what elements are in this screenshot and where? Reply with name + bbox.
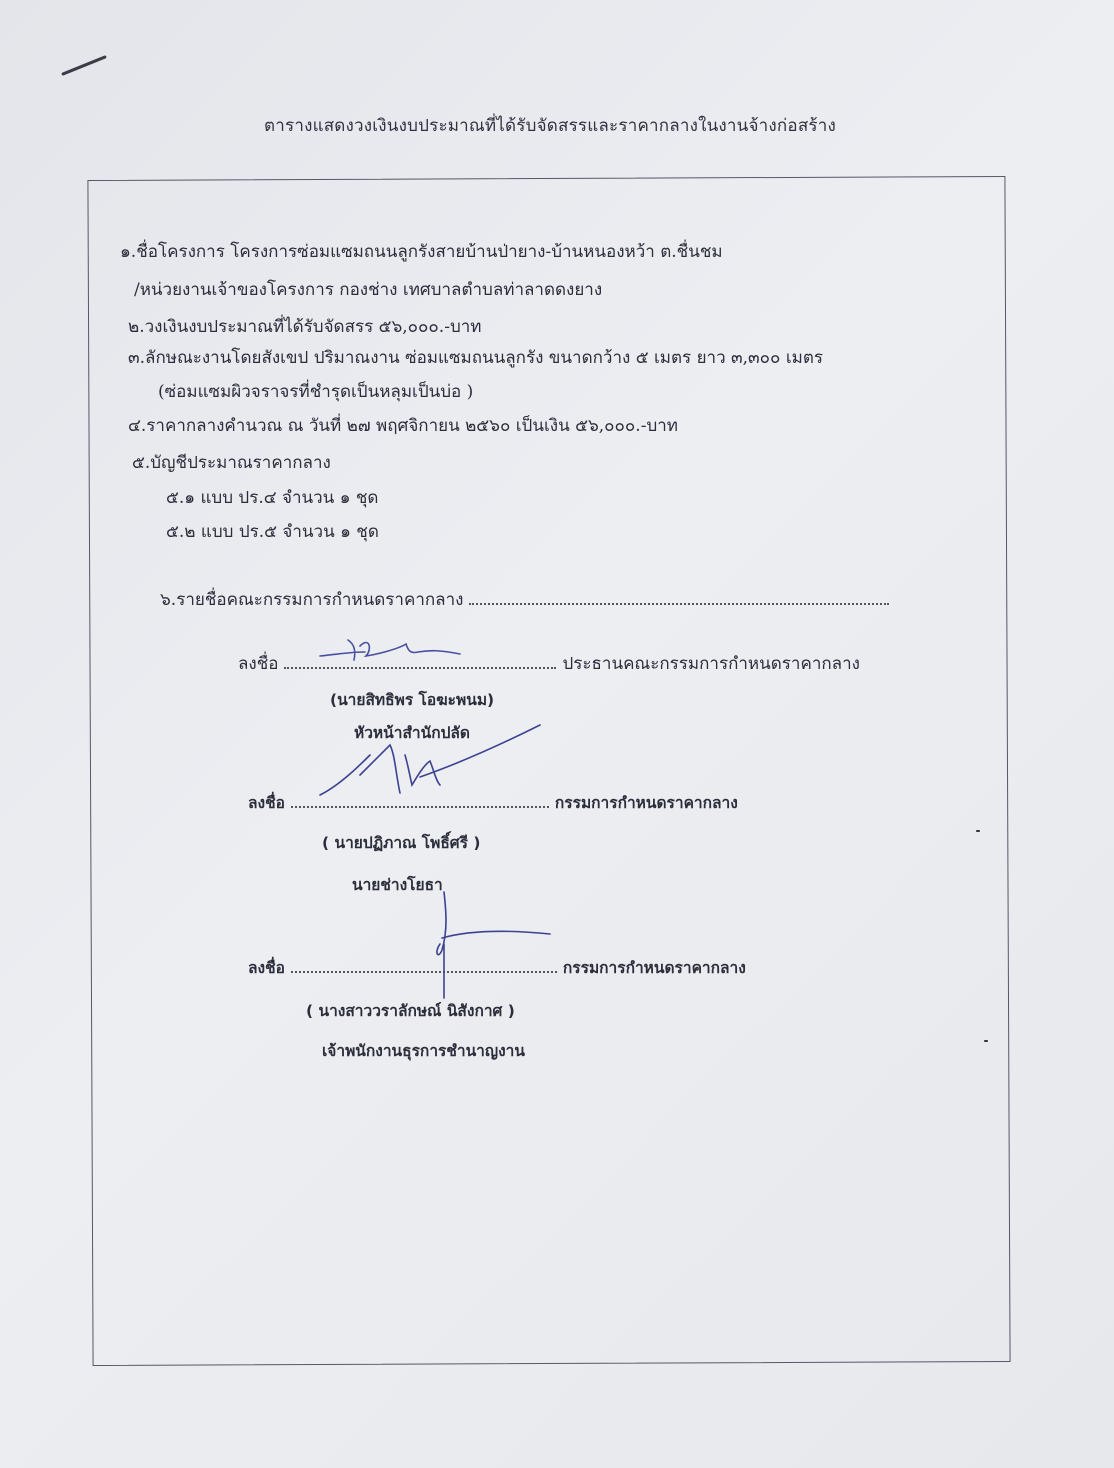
document-title: ตารางแสดงวงเงินงบประมาณที่ได้รับจัดสรรและราคากลางในงานจ้างก่อสร้าง <box>264 116 836 136</box>
bom-item-1: ๕.๑ แบบ ปร.๔ จำนวน ๑ ชุด <box>166 488 379 508</box>
owner-unit-line: /หน่วยงานเจ้าของโครงการ กองช่าง เทศบาลตำบลท่าลาดดงยาง <box>134 280 603 300</box>
signer-role-1: ประธานคณะกรรมการกำหนดราคากลาง <box>562 654 860 674</box>
budget-line: ๒.วงเงินงบประมาณที่ได้รับจัดสรร ๕๖,๐๐๐.-บาท <box>128 317 482 337</box>
work-note-line: (ซ่อมแซมผิวจราจรที่ชำรุดเป็นหลุมเป็นบ่อ ) <box>158 382 474 402</box>
signer-position-3: เจ้าพนักงานธุรการชำนาญงาน <box>322 1042 525 1060</box>
sign-dots-3 <box>291 970 557 973</box>
signer-name-3: ( นางสาววราลักษณ์ นิสังกาศ ) <box>306 1002 515 1020</box>
signer-position-1: หัวหน้าสำนักปลัด <box>354 724 470 742</box>
signature-line-2 <box>248 790 738 815</box>
pen-stroke-mark <box>61 55 107 76</box>
sign-label-1: ลงชื่อ <box>238 654 279 674</box>
sign-label-3: ลงชื่อ <box>248 959 285 977</box>
signature-line-3 <box>248 955 746 980</box>
bom-heading: ๕.บัญชีประมาณราคากลาง <box>132 453 331 473</box>
signer-role-3: กรรมการกำหนดราคากลาง <box>562 959 746 977</box>
scan-speck <box>976 830 980 832</box>
signer-role-2: กรรมการกำหนดราคากลาง <box>554 794 738 812</box>
signer-name-2: ( นายปฏิภาณ โพธิ์ศรี ) <box>322 834 481 852</box>
sign-label-2: ลงชื่อ <box>248 794 285 812</box>
committee-heading-line <box>160 586 895 613</box>
work-description-line: ๓.ลักษณะงานโดยสังเขป ปริมาณงาน ซ่อมแซมถนนลูกรัง ขนาดกว้าง ๕ เมตร ยาว ๓,๓๐๐ เมตร <box>128 348 824 368</box>
committee-heading: ๖.รายชื่อคณะกรรมการกำหนดราคากลาง <box>160 590 464 610</box>
signer-position-2: นายช่างโยธา <box>352 876 443 894</box>
scan-speck <box>984 1040 988 1042</box>
project-name-line: ๑.ชื่อโครงการ โครงการซ่อมแซมถนนลูกรังสายบ้านป่ายาง-บ้านหนองหว้า ต.ชื่นชม <box>120 242 723 262</box>
signer-name-1: (นายสิทธิพร โอฆะพนม) <box>330 691 495 709</box>
sign-dots-1 <box>284 666 556 669</box>
committee-dotted-line <box>469 602 889 605</box>
sign-dots-2 <box>291 805 549 808</box>
bom-item-2: ๕.๒ แบบ ปร.๕ จำนวน ๑ ชุด <box>166 522 379 542</box>
median-price-line: ๔.ราคากลางคำนวณ ณ วันที่ ๒๗ พฤศจิกายน ๒๕๖๐ เป็นเงิน ๕๖,๐๐๐.-บาท <box>128 416 678 436</box>
signature-line-1 <box>238 650 860 677</box>
